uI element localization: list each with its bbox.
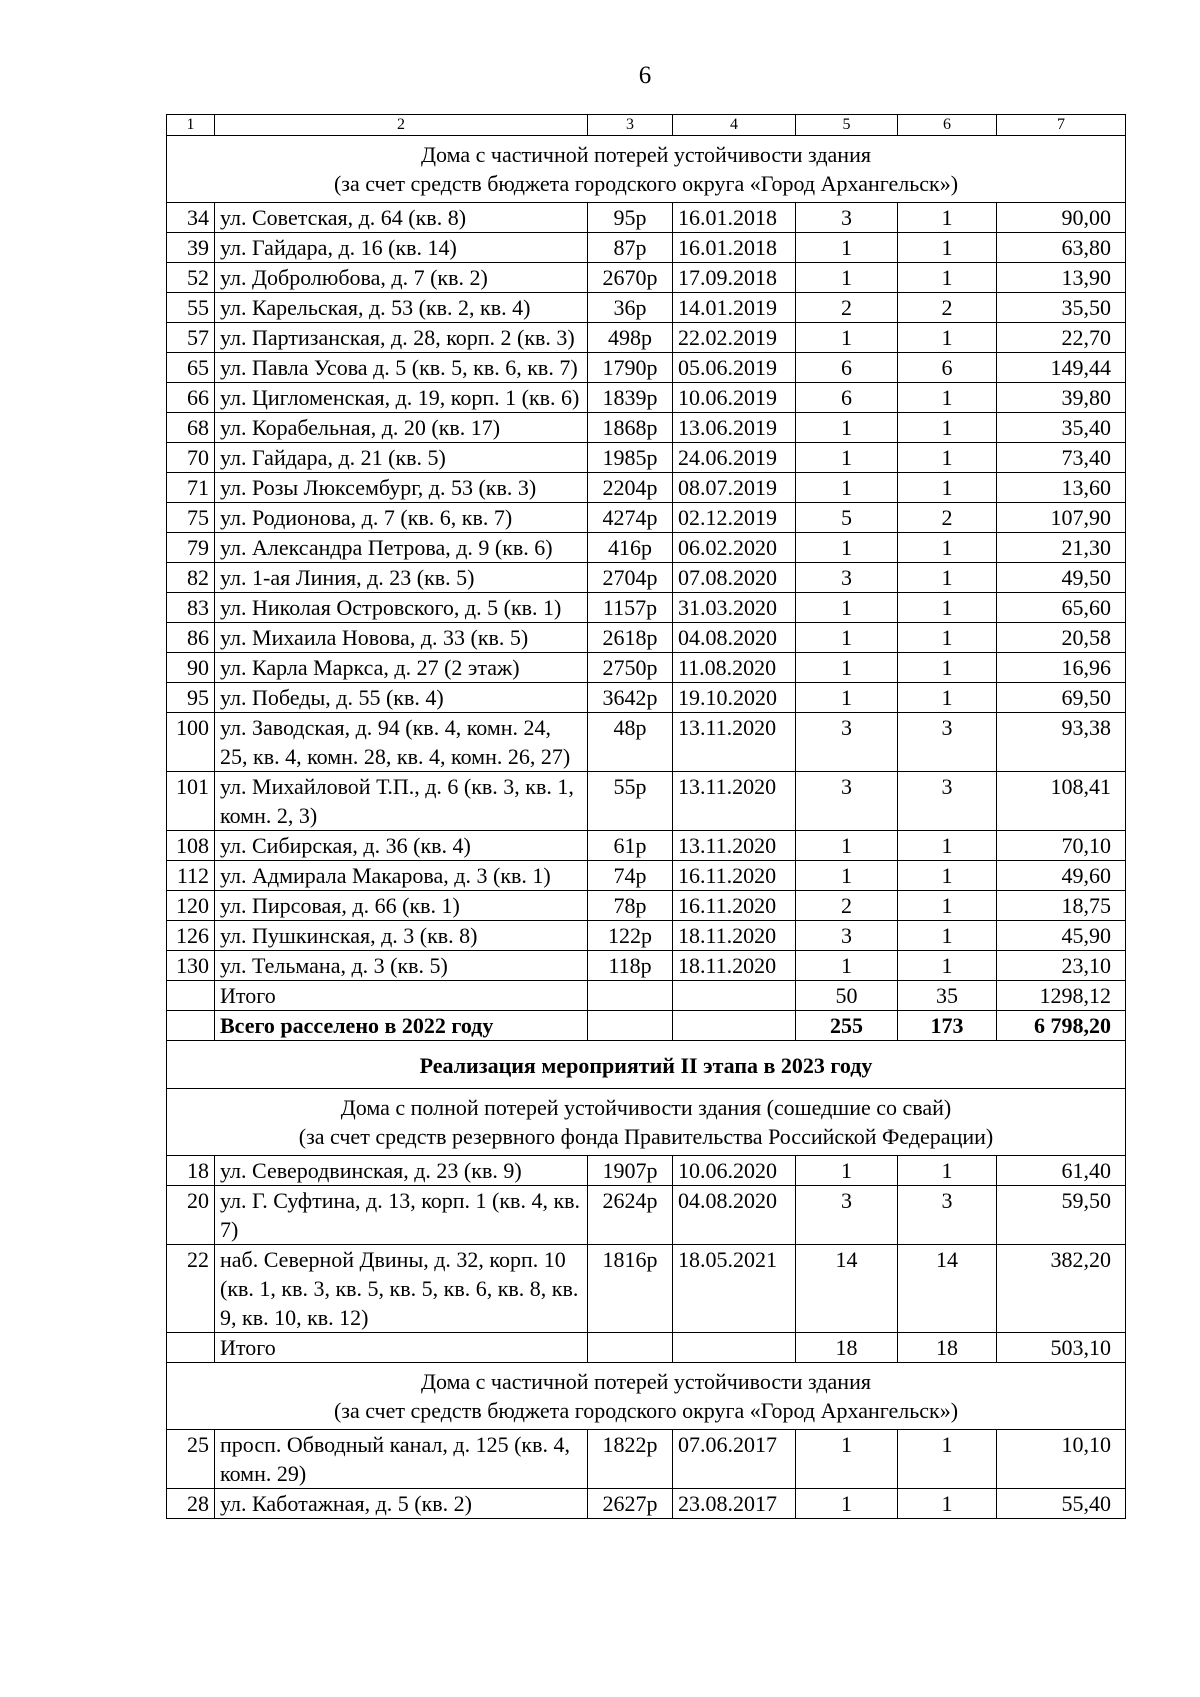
row-number: 22 (167, 1245, 215, 1333)
order-date-cell: 23.08.2017 (673, 1489, 796, 1519)
column-5-cell: 2 (796, 891, 898, 921)
row-number: 71 (167, 473, 215, 503)
grand-total-row (167, 1011, 1126, 1041)
address-cell: ул. Тельмана, д. 3 (кв. 5) (215, 951, 588, 981)
order-date-cell: 16.01.2018 (673, 203, 796, 233)
stage-header: Реализация мероприятий II этапа в 2023 году (167, 1041, 1126, 1089)
row-number: 20 (167, 1186, 215, 1245)
column-6-cell: 1 (898, 831, 997, 861)
area-total: 1298,12 (997, 981, 1126, 1011)
table-row (167, 772, 1126, 831)
order-number-cell: 1157р (588, 593, 673, 623)
column-6-cell: 6 (898, 353, 997, 383)
row-number: 18 (167, 1156, 215, 1186)
order-number-cell: 61р (588, 831, 673, 861)
column-5-cell: 1 (796, 263, 898, 293)
order-number-cell: 1790р (588, 353, 673, 383)
column-5-cell: 1 (796, 1430, 898, 1489)
order-date-cell: 06.02.2020 (673, 533, 796, 563)
column-5-cell: 1 (796, 861, 898, 891)
area-cell: 35,50 (997, 293, 1126, 323)
column-6-cell: 1 (898, 563, 997, 593)
order-number-cell: 78р (588, 891, 673, 921)
column-number: 7 (997, 115, 1126, 136)
order-date-cell: 13.11.2020 (673, 831, 796, 861)
order-date-cell: 18.11.2020 (673, 921, 796, 951)
table-row (167, 323, 1126, 353)
order-date-cell: 19.10.2020 (673, 683, 796, 713)
column-6-cell: 1 (898, 653, 997, 683)
column-5-cell: 1 (796, 1156, 898, 1186)
address-cell: ул. Победы, д. 55 (кв. 4) (215, 683, 588, 713)
order-number-cell: 4274р (588, 503, 673, 533)
table-body (167, 115, 1126, 1519)
column-5-total: 50 (796, 981, 898, 1011)
table-row (167, 1430, 1126, 1489)
section-header-row (167, 1089, 1126, 1156)
address-cell: ул. Карла Маркса, д. 27 (2 этаж) (215, 653, 588, 683)
table-row (167, 443, 1126, 473)
column-number-row (167, 115, 1126, 136)
order-date-cell: 18.11.2020 (673, 951, 796, 981)
table-row (167, 623, 1126, 653)
section-header-line: (за счет средств бюджета городского округа «Город Архангельск») (333, 1398, 959, 1423)
order-date-cell: 17.09.2018 (673, 263, 796, 293)
table-row (167, 293, 1126, 323)
area-cell: 45,90 (997, 921, 1126, 951)
column-6-cell: 1 (898, 593, 997, 623)
column-6-cell: 1 (898, 323, 997, 353)
column-5-total: 18 (796, 1333, 898, 1363)
area-cell: 61,40 (997, 1156, 1126, 1186)
area-cell: 107,90 (997, 503, 1126, 533)
area-cell: 49,60 (997, 861, 1126, 891)
table-row (167, 203, 1126, 233)
order-number-cell: 1985р (588, 443, 673, 473)
order-number-cell: 87р (588, 233, 673, 263)
order-number-cell: 74р (588, 861, 673, 891)
column-5-cell: 1 (796, 233, 898, 263)
address-cell: ул. Корабельная, д. 20 (кв. 17) (215, 413, 588, 443)
column-6-cell: 1 (898, 1430, 997, 1489)
subtotal-row (167, 981, 1126, 1011)
column-5-cell: 3 (796, 921, 898, 951)
address-cell: ул. Розы Люксембург, д. 53 (кв. 3) (215, 473, 588, 503)
column-5-cell: 1 (796, 323, 898, 353)
column-5-cell: 1 (796, 533, 898, 563)
column-5-cell: 1 (796, 951, 898, 981)
row-number: 52 (167, 263, 215, 293)
row-number: 57 (167, 323, 215, 353)
order-date-cell: 24.06.2019 (673, 443, 796, 473)
order-date-cell: 18.05.2021 (673, 1245, 796, 1333)
table-row (167, 503, 1126, 533)
order-date-cell: 08.07.2019 (673, 473, 796, 503)
address-cell: ул. Северодвинская, д. 23 (кв. 9) (215, 1156, 588, 1186)
row-number: 82 (167, 563, 215, 593)
order-number-cell: 2624р (588, 1186, 673, 1245)
column-6-cell: 1 (898, 921, 997, 951)
area-cell: 108,41 (997, 772, 1126, 831)
order-number-cell: 1822р (588, 1430, 673, 1489)
area-cell: 382,20 (997, 1245, 1126, 1333)
column-5-cell: 14 (796, 1245, 898, 1333)
column-6-cell: 1 (898, 473, 997, 503)
address-cell: ул. Михайловой Т.П., д. 6 (кв. 3, кв. 1, комн. 2, 3) (215, 772, 588, 831)
row-number: 90 (167, 653, 215, 683)
address-cell: ул. Павла Усова д. 5 (кв. 5, кв. 6, кв. 7) (215, 353, 588, 383)
table-row (167, 263, 1126, 293)
section-header-line: (за счет средств бюджета городского округа «Город Архангельск») (333, 171, 959, 196)
column-5-cell: 1 (796, 473, 898, 503)
area-cell: 63,80 (997, 233, 1126, 263)
area-cell: 35,40 (997, 413, 1126, 443)
row-number: 34 (167, 203, 215, 233)
order-date-cell: 14.01.2019 (673, 293, 796, 323)
order-number-cell: 36р (588, 293, 673, 323)
address-cell: ул. Карельская, д. 53 (кв. 2, кв. 4) (215, 293, 588, 323)
column-5-cell: 1 (796, 593, 898, 623)
subtotal-row (167, 1333, 1126, 1363)
column-5-cell: 6 (796, 353, 898, 383)
row-number: 28 (167, 1489, 215, 1519)
row-number: 86 (167, 623, 215, 653)
area-cell: 39,80 (997, 383, 1126, 413)
area-cell: 49,50 (997, 563, 1126, 593)
order-number-cell: 2204р (588, 473, 673, 503)
row-number: 108 (167, 831, 215, 861)
section-header (167, 1363, 1126, 1430)
section-header-row (167, 1363, 1126, 1430)
table-row (167, 831, 1126, 861)
address-cell: ул. Михаила Новова, д. 33 (кв. 5) (215, 623, 588, 653)
column-6-cell: 1 (898, 413, 997, 443)
row-number: 79 (167, 533, 215, 563)
column-6-cell: 2 (898, 503, 997, 533)
row-number: 100 (167, 713, 215, 772)
table-row (167, 233, 1126, 263)
row-number: 95 (167, 683, 215, 713)
address-cell: ул. Сибирская, д. 36 (кв. 4) (215, 831, 588, 861)
order-number-cell: 55р (588, 772, 673, 831)
order-date-cell: 22.02.2019 (673, 323, 796, 353)
address-cell: ул. Цигломенская, д. 19, корп. 1 (кв. 6) (215, 383, 588, 413)
address-cell: ул. Родионова, д. 7 (кв. 6, кв. 7) (215, 503, 588, 533)
area-cell: 55,40 (997, 1489, 1126, 1519)
column-6-cell: 1 (898, 533, 997, 563)
column-number: 2 (215, 115, 588, 136)
order-date-cell: 07.08.2020 (673, 563, 796, 593)
column-6-cell: 1 (898, 203, 997, 233)
order-date-cell: 31.03.2020 (673, 593, 796, 623)
section-header-line: (за счет средств резервного фонда Правительства Российской Федерации) (298, 1124, 994, 1149)
table-row (167, 413, 1126, 443)
table-row (167, 1489, 1126, 1519)
order-number-cell: 416р (588, 533, 673, 563)
empty-cell (673, 1011, 796, 1041)
area-cell: 16,96 (997, 653, 1126, 683)
order-number-cell: 2627р (588, 1489, 673, 1519)
row-number: 130 (167, 951, 215, 981)
order-date-cell: 04.08.2020 (673, 623, 796, 653)
column-6-cell: 1 (898, 891, 997, 921)
column-5-cell: 1 (796, 683, 898, 713)
row-number: 101 (167, 772, 215, 831)
column-5-cell: 3 (796, 772, 898, 831)
order-number-cell: 122р (588, 921, 673, 951)
area-cell: 93,38 (997, 713, 1126, 772)
column-number: 6 (898, 115, 997, 136)
area-cell: 90,00 (997, 203, 1126, 233)
table-row (167, 1245, 1126, 1333)
row-number: 75 (167, 503, 215, 533)
address-cell: ул. Партизанская, д. 28, корп. 2 (кв. 3) (215, 323, 588, 353)
order-number-cell: 1816р (588, 1245, 673, 1333)
column-6-cell: 2 (898, 293, 997, 323)
order-date-cell: 11.08.2020 (673, 653, 796, 683)
column-number: 5 (796, 115, 898, 136)
column-5-cell: 6 (796, 383, 898, 413)
address-cell: ул. Добролюбова, д. 7 (кв. 2) (215, 263, 588, 293)
column-5-cell: 1 (796, 443, 898, 473)
empty-cell (588, 1333, 673, 1363)
column-6-cell: 3 (898, 1186, 997, 1245)
empty-cell (588, 981, 673, 1011)
column-6-total: 173 (898, 1011, 997, 1041)
stage-header-row (167, 1041, 1126, 1089)
page-number: 6 (638, 62, 652, 89)
column-6-cell: 3 (898, 772, 997, 831)
area-cell: 21,30 (997, 533, 1126, 563)
column-5-cell: 5 (796, 503, 898, 533)
column-5-cell: 2 (796, 293, 898, 323)
order-date-cell: 13.11.2020 (673, 713, 796, 772)
column-6-cell: 1 (898, 623, 997, 653)
table-row (167, 1156, 1126, 1186)
row-number: 66 (167, 383, 215, 413)
address-cell: ул. Николая Островского, д. 5 (кв. 1) (215, 593, 588, 623)
order-number-cell: 2750р (588, 653, 673, 683)
section-header (167, 136, 1126, 203)
column-5-cell: 3 (796, 1186, 898, 1245)
column-6-cell: 1 (898, 1156, 997, 1186)
section-header-line: Дома с частичной потерей устойчивости здания (421, 1369, 871, 1394)
area-cell: 23,10 (997, 951, 1126, 981)
total-label: Итого (215, 1333, 588, 1363)
address-cell: ул. Советская, д. 64 (кв. 8) (215, 203, 588, 233)
table-row (167, 951, 1126, 981)
empty-cell (673, 1333, 796, 1363)
row-number: 25 (167, 1430, 215, 1489)
order-number-cell: 2704р (588, 563, 673, 593)
column-6-cell: 1 (898, 443, 997, 473)
row-number: 70 (167, 443, 215, 473)
table-row (167, 713, 1126, 772)
column-6-cell: 1 (898, 263, 997, 293)
table-row (167, 653, 1126, 683)
area-cell: 70,10 (997, 831, 1126, 861)
column-number: 4 (673, 115, 796, 136)
order-number-cell: 2670р (588, 263, 673, 293)
address-cell: ул. Г. Суфтина, д. 13, корп. 1 (кв. 4, кв. 7) (215, 1186, 588, 1245)
area-cell: 13,90 (997, 263, 1126, 293)
order-number-cell: 2618р (588, 623, 673, 653)
area-cell: 18,75 (997, 891, 1126, 921)
column-6-cell: 1 (898, 233, 997, 263)
column-6-cell: 1 (898, 383, 997, 413)
column-5-cell: 1 (796, 831, 898, 861)
empty-cell (588, 1011, 673, 1041)
empty-cell (167, 981, 215, 1011)
empty-cell (167, 1011, 215, 1041)
row-number: 112 (167, 861, 215, 891)
area-cell: 59,50 (997, 1186, 1126, 1245)
order-date-cell: 13.06.2019 (673, 413, 796, 443)
column-5-cell: 1 (796, 1489, 898, 1519)
column-6-cell: 1 (898, 683, 997, 713)
address-cell: просп. Обводный канал, д. 125 (кв. 4, комн. 29) (215, 1430, 588, 1489)
order-number-cell: 1839р (588, 383, 673, 413)
address-cell: ул. Пирсовая, д. 66 (кв. 1) (215, 891, 588, 921)
area-total: 503,10 (997, 1333, 1126, 1363)
empty-cell (167, 1333, 215, 1363)
table-row (167, 533, 1126, 563)
area-cell: 73,40 (997, 443, 1126, 473)
table-row (167, 683, 1126, 713)
total-label: Всего расселено в 2022 году (215, 1011, 588, 1041)
address-cell: ул. Гайдара, д. 16 (кв. 14) (215, 233, 588, 263)
order-date-cell: 10.06.2019 (673, 383, 796, 413)
table-row (167, 921, 1126, 951)
column-6-total: 35 (898, 981, 997, 1011)
address-cell: ул. 1-ая Линия, д. 23 (кв. 5) (215, 563, 588, 593)
row-number: 65 (167, 353, 215, 383)
column-6-cell: 14 (898, 1245, 997, 1333)
section-header-row (167, 136, 1126, 203)
order-date-cell: 13.11.2020 (673, 772, 796, 831)
area-cell: 22,70 (997, 323, 1126, 353)
column-number: 1 (167, 115, 215, 136)
address-cell: ул. Александра Петрова, д. 9 (кв. 6) (215, 533, 588, 563)
column-6-cell: 1 (898, 861, 997, 891)
table-row (167, 1186, 1126, 1245)
column-5-cell: 3 (796, 563, 898, 593)
total-label: Итого (215, 981, 588, 1011)
area-cell: 149,44 (997, 353, 1126, 383)
column-5-cell: 1 (796, 413, 898, 443)
address-cell: ул. Каботажная, д. 5 (кв. 2) (215, 1489, 588, 1519)
table-row (167, 473, 1126, 503)
area-cell: 13,60 (997, 473, 1126, 503)
order-date-cell: 02.12.2019 (673, 503, 796, 533)
row-number: 83 (167, 593, 215, 623)
section-header (167, 1089, 1126, 1156)
address-cell: ул. Гайдара, д. 21 (кв. 5) (215, 443, 588, 473)
order-number-cell: 48р (588, 713, 673, 772)
row-number: 120 (167, 891, 215, 921)
resettlement-table (166, 114, 1126, 1519)
column-5-total: 255 (796, 1011, 898, 1041)
area-cell: 20,58 (997, 623, 1126, 653)
area-total: 6 798,20 (997, 1011, 1126, 1041)
column-5-cell: 1 (796, 623, 898, 653)
column-6-cell: 3 (898, 713, 997, 772)
order-date-cell: 16.11.2020 (673, 891, 796, 921)
address-cell: ул. Заводская, д. 94 (кв. 4, комн. 24, 25, кв. 4, комн. 28, кв. 4, комн. 26, 27) (215, 713, 588, 772)
order-number-cell: 1907р (588, 1156, 673, 1186)
area-cell: 65,60 (997, 593, 1126, 623)
row-number: 68 (167, 413, 215, 443)
column-number: 3 (588, 115, 673, 136)
column-6-cell: 1 (898, 951, 997, 981)
row-number: 55 (167, 293, 215, 323)
table-row (167, 383, 1126, 413)
order-date-cell: 16.01.2018 (673, 233, 796, 263)
area-cell: 69,50 (997, 683, 1126, 713)
order-date-cell: 16.11.2020 (673, 861, 796, 891)
order-date-cell: 10.06.2020 (673, 1156, 796, 1186)
table-row (167, 861, 1126, 891)
table-row (167, 563, 1126, 593)
order-number-cell: 3642р (588, 683, 673, 713)
table-row (167, 593, 1126, 623)
table-row (167, 353, 1126, 383)
order-number-cell: 118р (588, 951, 673, 981)
row-number: 126 (167, 921, 215, 951)
section-header-line: Дома с частичной потерей устойчивости здания (421, 142, 871, 167)
area-cell: 10,10 (997, 1430, 1126, 1489)
column-5-cell: 3 (796, 713, 898, 772)
row-number: 39 (167, 233, 215, 263)
order-number-cell: 1868р (588, 413, 673, 443)
order-date-cell: 05.06.2019 (673, 353, 796, 383)
address-cell: ул. Адмирала Макарова, д. 3 (кв. 1) (215, 861, 588, 891)
table-row (167, 891, 1126, 921)
order-date-cell: 04.08.2020 (673, 1186, 796, 1245)
address-cell: ул. Пушкинская, д. 3 (кв. 8) (215, 921, 588, 951)
address-cell: наб. Северной Двины, д. 32, корп. 10 (кв. 1, кв. 3, кв. 5, кв. 5, кв. 6, кв. 8, кв. 9, кв. 10, кв. 12) (215, 1245, 588, 1333)
column-6-cell: 1 (898, 1489, 997, 1519)
column-6-total: 18 (898, 1333, 997, 1363)
order-number-cell: 498р (588, 323, 673, 353)
empty-cell (673, 981, 796, 1011)
column-5-cell: 1 (796, 653, 898, 683)
section-header-line: Дома с полной потерей устойчивости здания (сошедшие со свай) (340, 1095, 952, 1120)
order-date-cell: 07.06.2017 (673, 1430, 796, 1489)
order-number-cell: 95р (588, 203, 673, 233)
column-5-cell: 3 (796, 203, 898, 233)
